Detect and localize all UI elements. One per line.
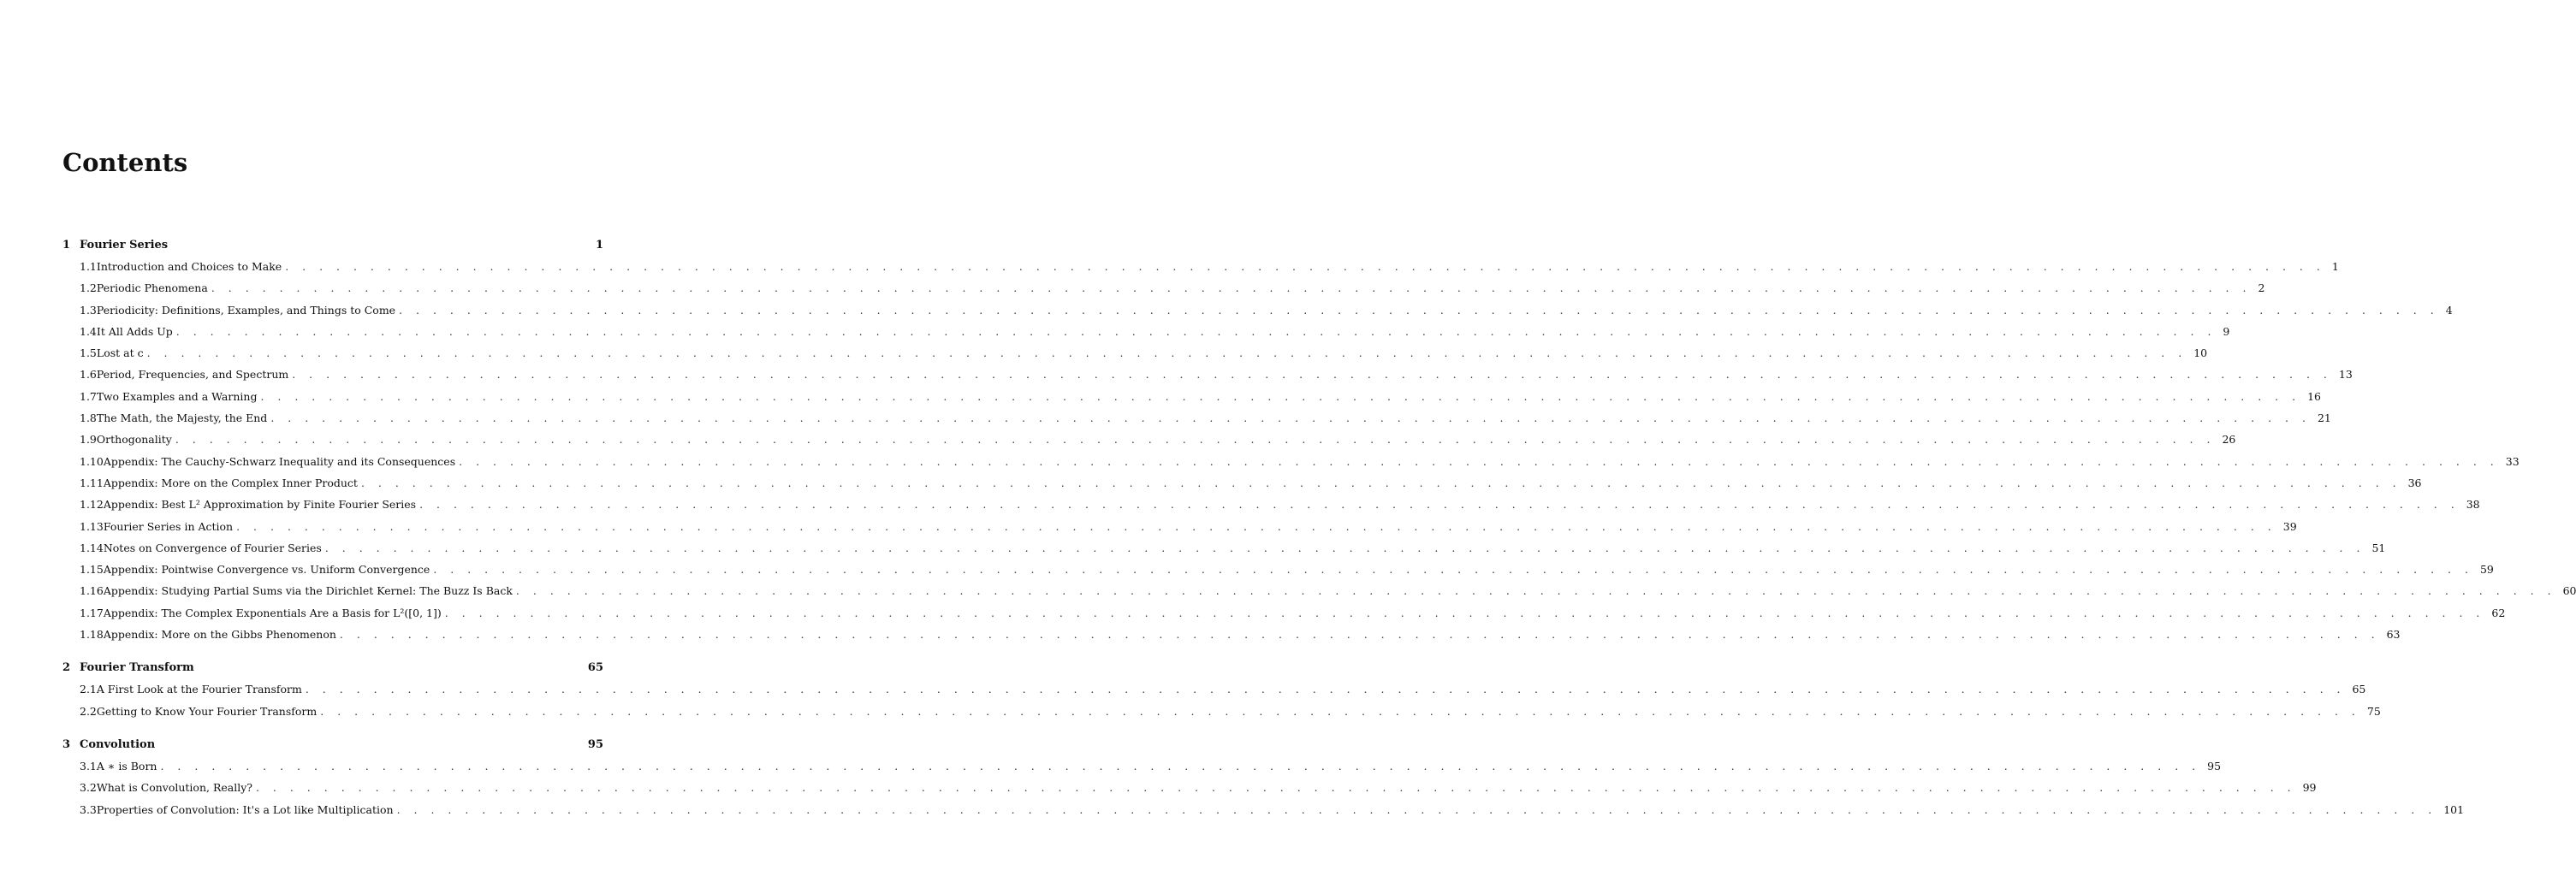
chapter-number: 2 bbox=[62, 661, 71, 675]
section-number: 1.9 bbox=[80, 433, 97, 447]
dot-leader: . . . . . . . . . . . . . . . . . . . . . . . . . . . . . . . . . . . . . . . . . . . . . . . . . . . . . . . . . . . . . . . . . . . . . . . . . . . . . . . . . . . . . . . . . . . . . . . . . . . . . . . . . . . . . . . . . . . . . . . . bbox=[236, 519, 2276, 533]
section-number: 1.5 bbox=[80, 346, 97, 360]
chapter-title: Convolution bbox=[80, 737, 156, 751]
section-entry[interactable] bbox=[62, 407, 2331, 429]
section-entry[interactable] bbox=[62, 559, 2494, 580]
section-page: 95 bbox=[2207, 759, 2222, 772]
section-title: Appendix: Studying Partial Sums via the Dirichlet Kernel: The Buzz Is Back bbox=[103, 584, 513, 598]
section-page: 75 bbox=[2366, 704, 2381, 718]
section-page: 99 bbox=[2302, 781, 2317, 795]
section-number: 1.16 bbox=[80, 584, 104, 598]
dot-leader: . . . . . . . . . . . . . . . . . . . . . . . . . . . . . . . . . . . . . . . . . . . . . . . . . . . . . . . . . . . . . . . . . . . . . . . . . . . . . . . . . . . . . . . . . . . . . . . . . . . . . . . . . . . . . . . . . . . . . . . . bbox=[433, 563, 2473, 577]
section-number: 1.1 bbox=[80, 260, 97, 273]
section-title: Two Examples and a Warning bbox=[96, 389, 258, 403]
section-title: The Math, the Majesty, the End bbox=[96, 411, 268, 425]
chapter-entry[interactable] bbox=[62, 234, 603, 256]
dot-leader: . . . . . . . . . . . . . . . . . . . . . . . . . . . . . . . . . . . . . . . . . . . . . . . . . . . . . . . . . . . . . . . . . . . . . . . . . . . . . . . . . . . . . . . . . . . . . . . . . . . . . . . . . . . . . . . . . . . . . . . . bbox=[211, 281, 2252, 295]
section-entry[interactable] bbox=[62, 277, 2265, 299]
section-title: It All Adds Up bbox=[96, 324, 173, 338]
chapter-number: 1 bbox=[62, 239, 71, 252]
chapter-number: 3 bbox=[62, 737, 71, 751]
section-entry[interactable] bbox=[62, 602, 2506, 624]
section-entry[interactable] bbox=[62, 799, 2465, 820]
section-page: 62 bbox=[2491, 606, 2506, 619]
section-page: 51 bbox=[2371, 541, 2386, 554]
section-entry[interactable] bbox=[62, 321, 2230, 342]
chapter-group bbox=[62, 734, 2465, 820]
dot-leader: . . . . . . . . . . . . . . . . . . . . . . . . . . . . . . . . . . . . . . . . . . . . . . . . . . . . . . . . . . . . . . . . . . . . . . . . . . . . . . . . . . . . . . . . . . . . . . . . . . . . . . . . . . . . . . . . . . . . . . . . bbox=[260, 389, 2301, 403]
section-title: Appendix: Best L² Approximation by Finite Fourier Series bbox=[103, 498, 417, 512]
page-title: Contents bbox=[62, 148, 188, 177]
dot-leader: . . . . . . . . . . . . . . . . . . . . . . . . . . . . . . . . . . . . . . . . . . . . . . . . . . . . . . . . . . . . . . . . . . . . . . . . . . . . . . . . . . . . . . . . . . . . . . . . . . . . . . . . . . . . . . . . . . . . . . . . bbox=[320, 704, 2360, 718]
section-entry[interactable] bbox=[62, 342, 2208, 364]
section-title: Introduction and Choices to Make bbox=[96, 260, 282, 273]
section-page: 38 bbox=[2466, 498, 2480, 512]
dot-leader: . . . . . . . . . . . . . . . . . . . . . . . . . . . . . . . . . . . . . . . . . . . . . . . . . . . . . . . . . . . . . . . . . . . . . . . . . . . . . . . . . . . . . . . . . . . . . . . . . . . . . . . . . . . . . . . . . . . . . . . . bbox=[285, 260, 2325, 273]
section-number: 1.2 bbox=[80, 281, 97, 295]
dot-leader: . . . . . . . . . . . . . . . . . . . . . . . . . . . . . . . . . . . . . . . . . . . . . . . . . . . . . . . . . . . . . . . . . . . . . . . . . . . . . . . . . . . . . . . . . . . . . . . . . . . . . . . . . . . . . . . . . . . . . . . . bbox=[515, 584, 2556, 598]
dot-leader: . . . . . . . . . . . . . . . . . . . . . . . . . . . . . . . . . . . . . . . . . . . . . . . . . . . . . . . . . . . . . . . . . . . . . . . . . . . . . . . . . . . . . . . . . . . . . . . . . . . . . . . . . . . . . . . . . . . . . . . . bbox=[459, 454, 2499, 468]
dot-leader: . . . . . . . . . . . . . . . . . . . . . . . . . . . . . . . . . . . . . . . . . . . . . . . . . . . . . . . . . . . . . . . . . . . . . . . . . . . . . . . . . . . . . . . . . . . . . . . . . . . . . . . . . . . . . . . . . . . . . . . . bbox=[324, 541, 2365, 554]
dot-leader: . . . . . . . . . . . . . . . . . . . . . . . . . . . . . . . . . . . . . . . . . . . . . . . . . . . . . . . . . . . . . . . . . . . . . . . . . . . . . . . . . . . . . . . . . . . . . . . . . . . . . . . . . . . . . . . . . . . . . . . . bbox=[396, 802, 2437, 816]
section-entry[interactable] bbox=[62, 451, 2520, 472]
dot-leader: . . . . . . . . . . . . . . . . . . . . . . . . . . . . . . . . . . . . . . . . . . . . . . . . . . . . . . . . . . . . . . . . . . . . . . . . . . . . . . . . . . . . . . . . . . . . . . . . . . . . . . . . . . . . . . . . . . . . . . . . bbox=[160, 759, 2201, 772]
section-title: Appendix: The Cauchy-Schwarz Inequality and its Consequences bbox=[103, 454, 456, 468]
section-page: 4 bbox=[2445, 303, 2453, 317]
section-page: 39 bbox=[2282, 519, 2297, 533]
section-number: 1.6 bbox=[80, 368, 97, 382]
section-page: 13 bbox=[2338, 368, 2353, 382]
section-title: Appendix: Pointwise Convergence vs. Uniform Convergence bbox=[103, 563, 430, 577]
section-title: A ∗ is Born bbox=[96, 759, 157, 772]
chapter-page: 95 bbox=[587, 737, 603, 751]
section-title: Orthogonality bbox=[96, 433, 172, 447]
chapter-group bbox=[62, 234, 2576, 645]
section-number: 3.1 bbox=[80, 759, 97, 772]
section-page: 2 bbox=[2258, 281, 2265, 295]
section-title: Appendix: More on the Complex Inner Product bbox=[103, 476, 358, 489]
section-entry[interactable] bbox=[62, 429, 2236, 450]
chapter-title: Fourier Series bbox=[80, 239, 169, 252]
chapter-group bbox=[62, 657, 2381, 722]
dot-leader: . . . . . . . . . . . . . . . . . . . . . . . . . . . . . . . . . . . . . . . . . . . . . . . . . . . . . . . . . . . . . . . . . . . . . . . . . . . . . . . . . . . . . . . . . . . . . . . . . . . . . . . . . . . . . . . . . . . . . . . . bbox=[360, 476, 2401, 489]
section-page: 10 bbox=[2193, 346, 2208, 360]
section-entry[interactable] bbox=[62, 364, 2353, 385]
section-title: Period, Frequencies, and Spectrum bbox=[96, 368, 289, 382]
chapter-entry[interactable] bbox=[62, 734, 603, 755]
section-title: Appendix: More on the Gibbs Phenomenon bbox=[103, 628, 336, 642]
section-number: 1.17 bbox=[80, 606, 104, 619]
section-title: What is Convolution, Really? bbox=[96, 781, 252, 795]
section-number: 1.8 bbox=[80, 411, 97, 425]
section-page: 60 bbox=[2562, 584, 2576, 598]
section-number: 1.18 bbox=[80, 628, 104, 642]
section-entry[interactable] bbox=[62, 494, 2480, 515]
dot-leader: . . . . . . . . . . . . . . . . . . . . . . . . . . . . . . . . . . . . . . . . . . . . . . . . . . . . . . . . . . . . . . . . . . . . . . . . . . . . . . . . . . . . . . . . . . . . . . . . . . . . . . . . . . . . . . . . . . . . . . . . bbox=[270, 411, 2311, 425]
section-page: 1 bbox=[2331, 260, 2339, 273]
section-number: 1.11 bbox=[80, 476, 104, 489]
section-page: 59 bbox=[2479, 563, 2494, 577]
dot-leader: . . . . . . . . . . . . . . . . . . . . . . . . . . . . . . . . . . . . . . . . . . . . . . . . . . . . . . . . . . . . . . . . . . . . . . . . . . . . . . . . . . . . . . . . . . . . . . . . . . . . . . . . . . . . . . . . . . . . . . . . bbox=[399, 303, 2439, 317]
section-entry[interactable] bbox=[62, 386, 2321, 407]
chapter-title: Fourier Transform bbox=[80, 661, 194, 675]
section-entry[interactable] bbox=[62, 777, 2317, 798]
section-entry[interactable] bbox=[62, 537, 2386, 559]
dot-leader: . . . . . . . . . . . . . . . . . . . . . . . . . . . . . . . . . . . . . . . . . . . . . . . . . . . . . . . . . . . . . . . . . . . . . . . . . . . . . . . . . . . . . . . . . . . . . . . . . . . . . . . . . . . . . . . . . . . . . . . . bbox=[339, 628, 2380, 642]
dot-leader: . . . . . . . . . . . . . . . . . . . . . . . . . . . . . . . . . . . . . . . . . . . . . . . . . . . . . . . . . . . . . . . . . . . . . . . . . . . . . . . . . . . . . . . . . . . . . . . . . . . . . . . . . . . . . . . . . . . . . . . . bbox=[444, 606, 2485, 619]
chapter-page: 1 bbox=[595, 239, 603, 252]
section-page: 33 bbox=[2505, 454, 2520, 468]
section-number: 1.13 bbox=[80, 519, 104, 533]
section-page: 9 bbox=[2223, 324, 2230, 338]
dot-leader: . . . . . . . . . . . . . . . . . . . . . . . . . . . . . . . . . . . . . . . . . . . . . . . . . . . . . . . . . . . . . . . . . . . . . . . . . . . . . . . . . . . . . . . . . . . . . . . . . . . . . . . . . . . . . . . . . . . . . . . . bbox=[175, 324, 2217, 338]
section-entry[interactable] bbox=[62, 472, 2422, 494]
chapter-entry[interactable] bbox=[62, 657, 603, 678]
section-entry[interactable] bbox=[62, 256, 2339, 277]
section-entry[interactable] bbox=[62, 299, 2453, 321]
section-entry[interactable] bbox=[62, 624, 2401, 645]
section-number: 3.2 bbox=[80, 781, 97, 795]
section-number: 1.15 bbox=[80, 563, 104, 577]
dot-leader: . . . . . . . . . . . . . . . . . . . . . . . . . . . . . . . . . . . . . . . . . . . . . . . . . . . . . . . . . . . . . . . . . . . . . . . . . . . . . . . . . . . . . . . . . . . . . . . . . . . . . . . . . . . . . . . . . . . . . . . . bbox=[292, 368, 2332, 382]
section-title: Notes on Convergence of Fourier Series bbox=[103, 541, 322, 554]
section-page: 26 bbox=[2222, 433, 2236, 447]
section-number: 2.2 bbox=[80, 704, 97, 718]
dot-leader: . . . . . . . . . . . . . . . . . . . . . . . . . . . . . . . . . . . . . . . . . . . . . . . . . . . . . . . . . . . . . . . . . . . . . . . . . . . . . . . . . . . . . . . . . . . . . . . . . . . . . . . . . . . . . . . . . . . . . . . . bbox=[305, 683, 2346, 696]
section-title: Properties of Convolution: It's a Lot like Multiplication bbox=[96, 802, 394, 816]
dot-leader: . . . . . . . . . . . . . . . . . . . . . . . . . . . . . . . . . . . . . . . . . . . . . . . . . . . . . . . . . . . . . . . . . . . . . . . . . . . . . . . . . . . . . . . . . . . . . . . . . . . . . . . . . . . . . . . . . . . . . . . . bbox=[255, 781, 2296, 795]
section-number: 1.14 bbox=[80, 541, 104, 554]
table-of-contents bbox=[62, 234, 2576, 832]
section-entry[interactable] bbox=[62, 516, 2297, 537]
section-entry[interactable] bbox=[62, 701, 2381, 722]
section-entry[interactable] bbox=[62, 755, 2222, 777]
section-number: 1.3 bbox=[80, 303, 97, 317]
section-title: Getting to Know Your Fourier Transform bbox=[96, 704, 318, 718]
section-page: 65 bbox=[2352, 683, 2366, 696]
section-page: 21 bbox=[2317, 411, 2331, 425]
section-title: Appendix: The Complex Exponentials Are a Basis for L²([0, 1]) bbox=[103, 606, 442, 619]
section-title: Periodicity: Definitions, Examples, and Things to Come bbox=[96, 303, 396, 317]
section-number: 1.7 bbox=[80, 389, 97, 403]
section-title: A First Look at the Fourier Transform bbox=[96, 683, 302, 696]
section-entry[interactable] bbox=[62, 580, 2576, 601]
section-title: Periodic Phenomena bbox=[96, 281, 208, 295]
dot-leader: . . . . . . . . . . . . . . . . . . . . . . . . . . . . . . . . . . . . . . . . . . . . . . . . . . . . . . . . . . . . . . . . . . . . . . . . . . . . . . . . . . . . . . . . . . . . . . . . . . . . . . . . . . . . . . . . . . . . . . . . bbox=[146, 346, 2187, 360]
section-number: 1.4 bbox=[80, 324, 97, 338]
section-number: 1.10 bbox=[80, 454, 104, 468]
dot-leader: . . . . . . . . . . . . . . . . . . . . . . . . . . . . . . . . . . . . . . . . . . . . . . . . . . . . . . . . . . . . . . . . . . . . . . . . . . . . . . . . . . . . . . . . . . . . . . . . . . . . . . . . . . . . . . . . . . . . . . . . bbox=[175, 433, 2216, 447]
section-page: 16 bbox=[2307, 389, 2321, 403]
section-title: Fourier Series in Action bbox=[103, 519, 234, 533]
section-number: 2.1 bbox=[80, 683, 97, 696]
section-number: 3.3 bbox=[80, 802, 97, 816]
section-entry[interactable] bbox=[62, 678, 2366, 700]
chapter-page: 65 bbox=[587, 661, 603, 675]
section-title: Lost at c bbox=[96, 346, 144, 360]
section-number: 1.12 bbox=[80, 498, 104, 512]
dot-leader: . . . . . . . . . . . . . . . . . . . . . . . . . . . . . . . . . . . . . . . . . . . . . . . . . . . . . . . . . . . . . . . . . . . . . . . . . . . . . . . . . . . . . . . . . . . . . . . . . . . . . . . . . . . . . . . . . . . . . . . . bbox=[419, 498, 2460, 512]
section-page: 101 bbox=[2443, 802, 2465, 816]
section-page: 63 bbox=[2386, 628, 2401, 642]
section-page: 36 bbox=[2407, 476, 2422, 489]
